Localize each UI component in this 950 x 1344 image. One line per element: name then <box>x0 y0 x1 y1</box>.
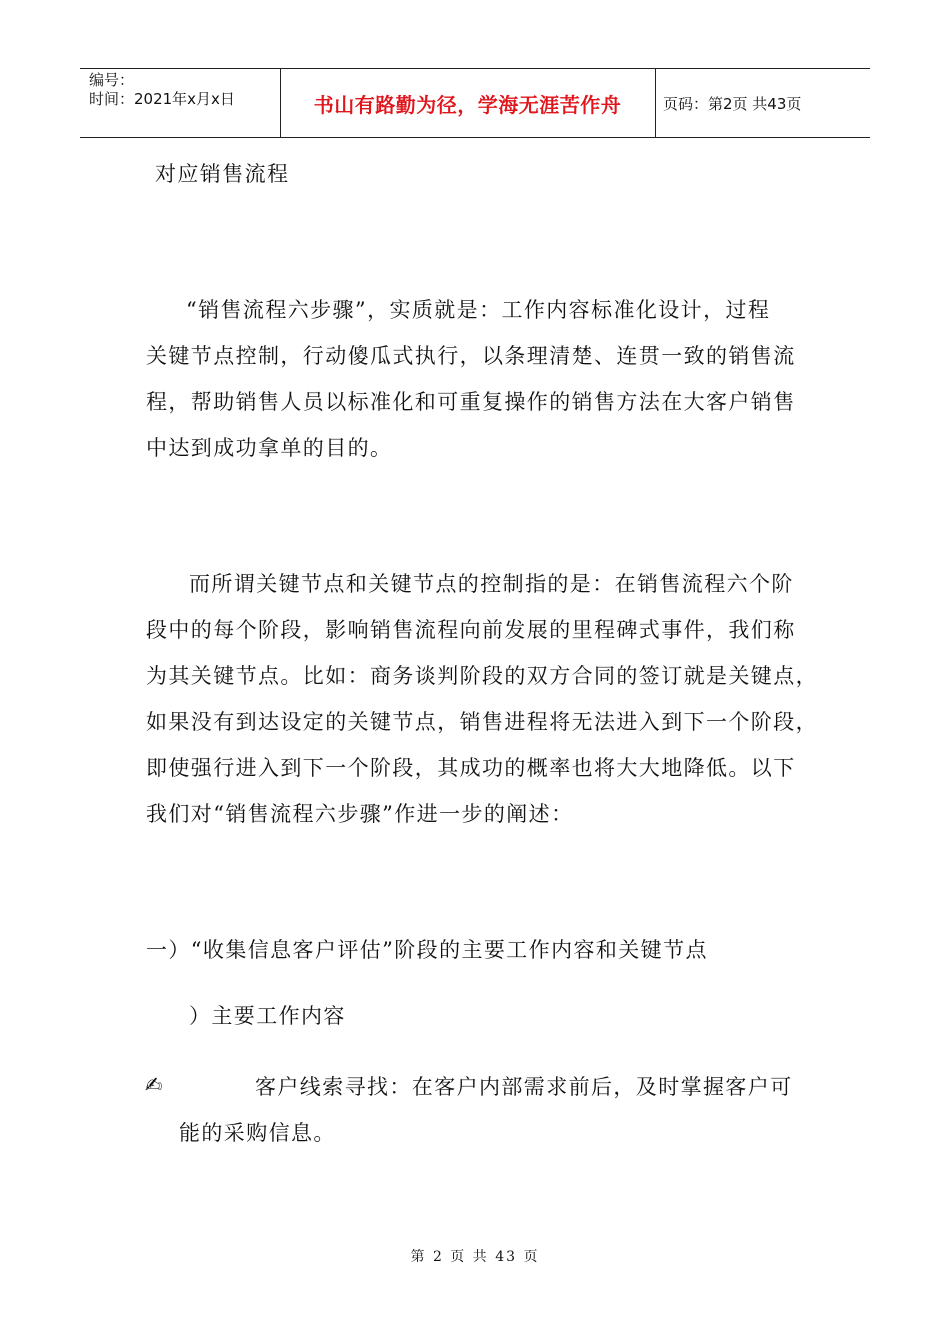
para1-line: “销售流程六步骤”，实质就是：工作内容标准化设计，过程 <box>186 298 771 322</box>
sub-heading: ）主要工作内容 <box>189 1004 346 1028</box>
para2-line: 而所谓关键节点和关键节点的控制指的是：在销售流程六个阶 <box>189 572 794 596</box>
header-page-code: 页码：第2页 共43页 <box>663 94 802 113</box>
writing-hand-icon: ✍ <box>145 1073 163 1097</box>
para2-line: 如果没有到达设定的关键节点，销售进程将无法进入到下一个阶段， <box>146 710 818 734</box>
bullet-line: 客户线索寻找：在客户内部需求前后，及时掌握客户可 <box>255 1075 793 1099</box>
section-heading: 一）“收集信息客户评估”阶段的主要工作内容和关键节点 <box>146 938 708 962</box>
header-motto: 书山有路勤为径，学海无涯苦作舟 <box>280 69 656 137</box>
para1-line: 关键节点控制，行动傻瓜式执行，以条理清楚、连贯一致的销售流 <box>146 344 796 368</box>
page-header <box>80 68 870 138</box>
para2-line: 即使强行进入到下一个阶段，其成功的概率也将大大地降低。以下 <box>146 756 796 780</box>
number-label: 编号： <box>89 71 135 89</box>
para2-line: 我们对“销售流程六步骤”作进一步的阐述： <box>146 802 574 826</box>
page-footer: 第 2 页 共 43 页 <box>410 1249 540 1265</box>
bullet-line: 能的采购信息。 <box>179 1121 336 1145</box>
para2-line: 为其关键节点。比如：商务谈判阶段的双方合同的签订就是关键点， <box>146 664 818 688</box>
header-meta-cell <box>80 69 281 137</box>
section-subtitle: 对应销售流程 <box>155 162 290 186</box>
time-label: 时间：2021年x月x日 <box>89 90 235 108</box>
para1-line: 程，帮助销售人员以标准化和可重复操作的销售方法在大客户销售 <box>146 390 796 414</box>
para1-line: 中达到成功拿单的目的。 <box>146 436 393 460</box>
para2-line: 段中的每个阶段，影响销售流程向前发展的里程碑式事件，我们称 <box>146 618 796 642</box>
